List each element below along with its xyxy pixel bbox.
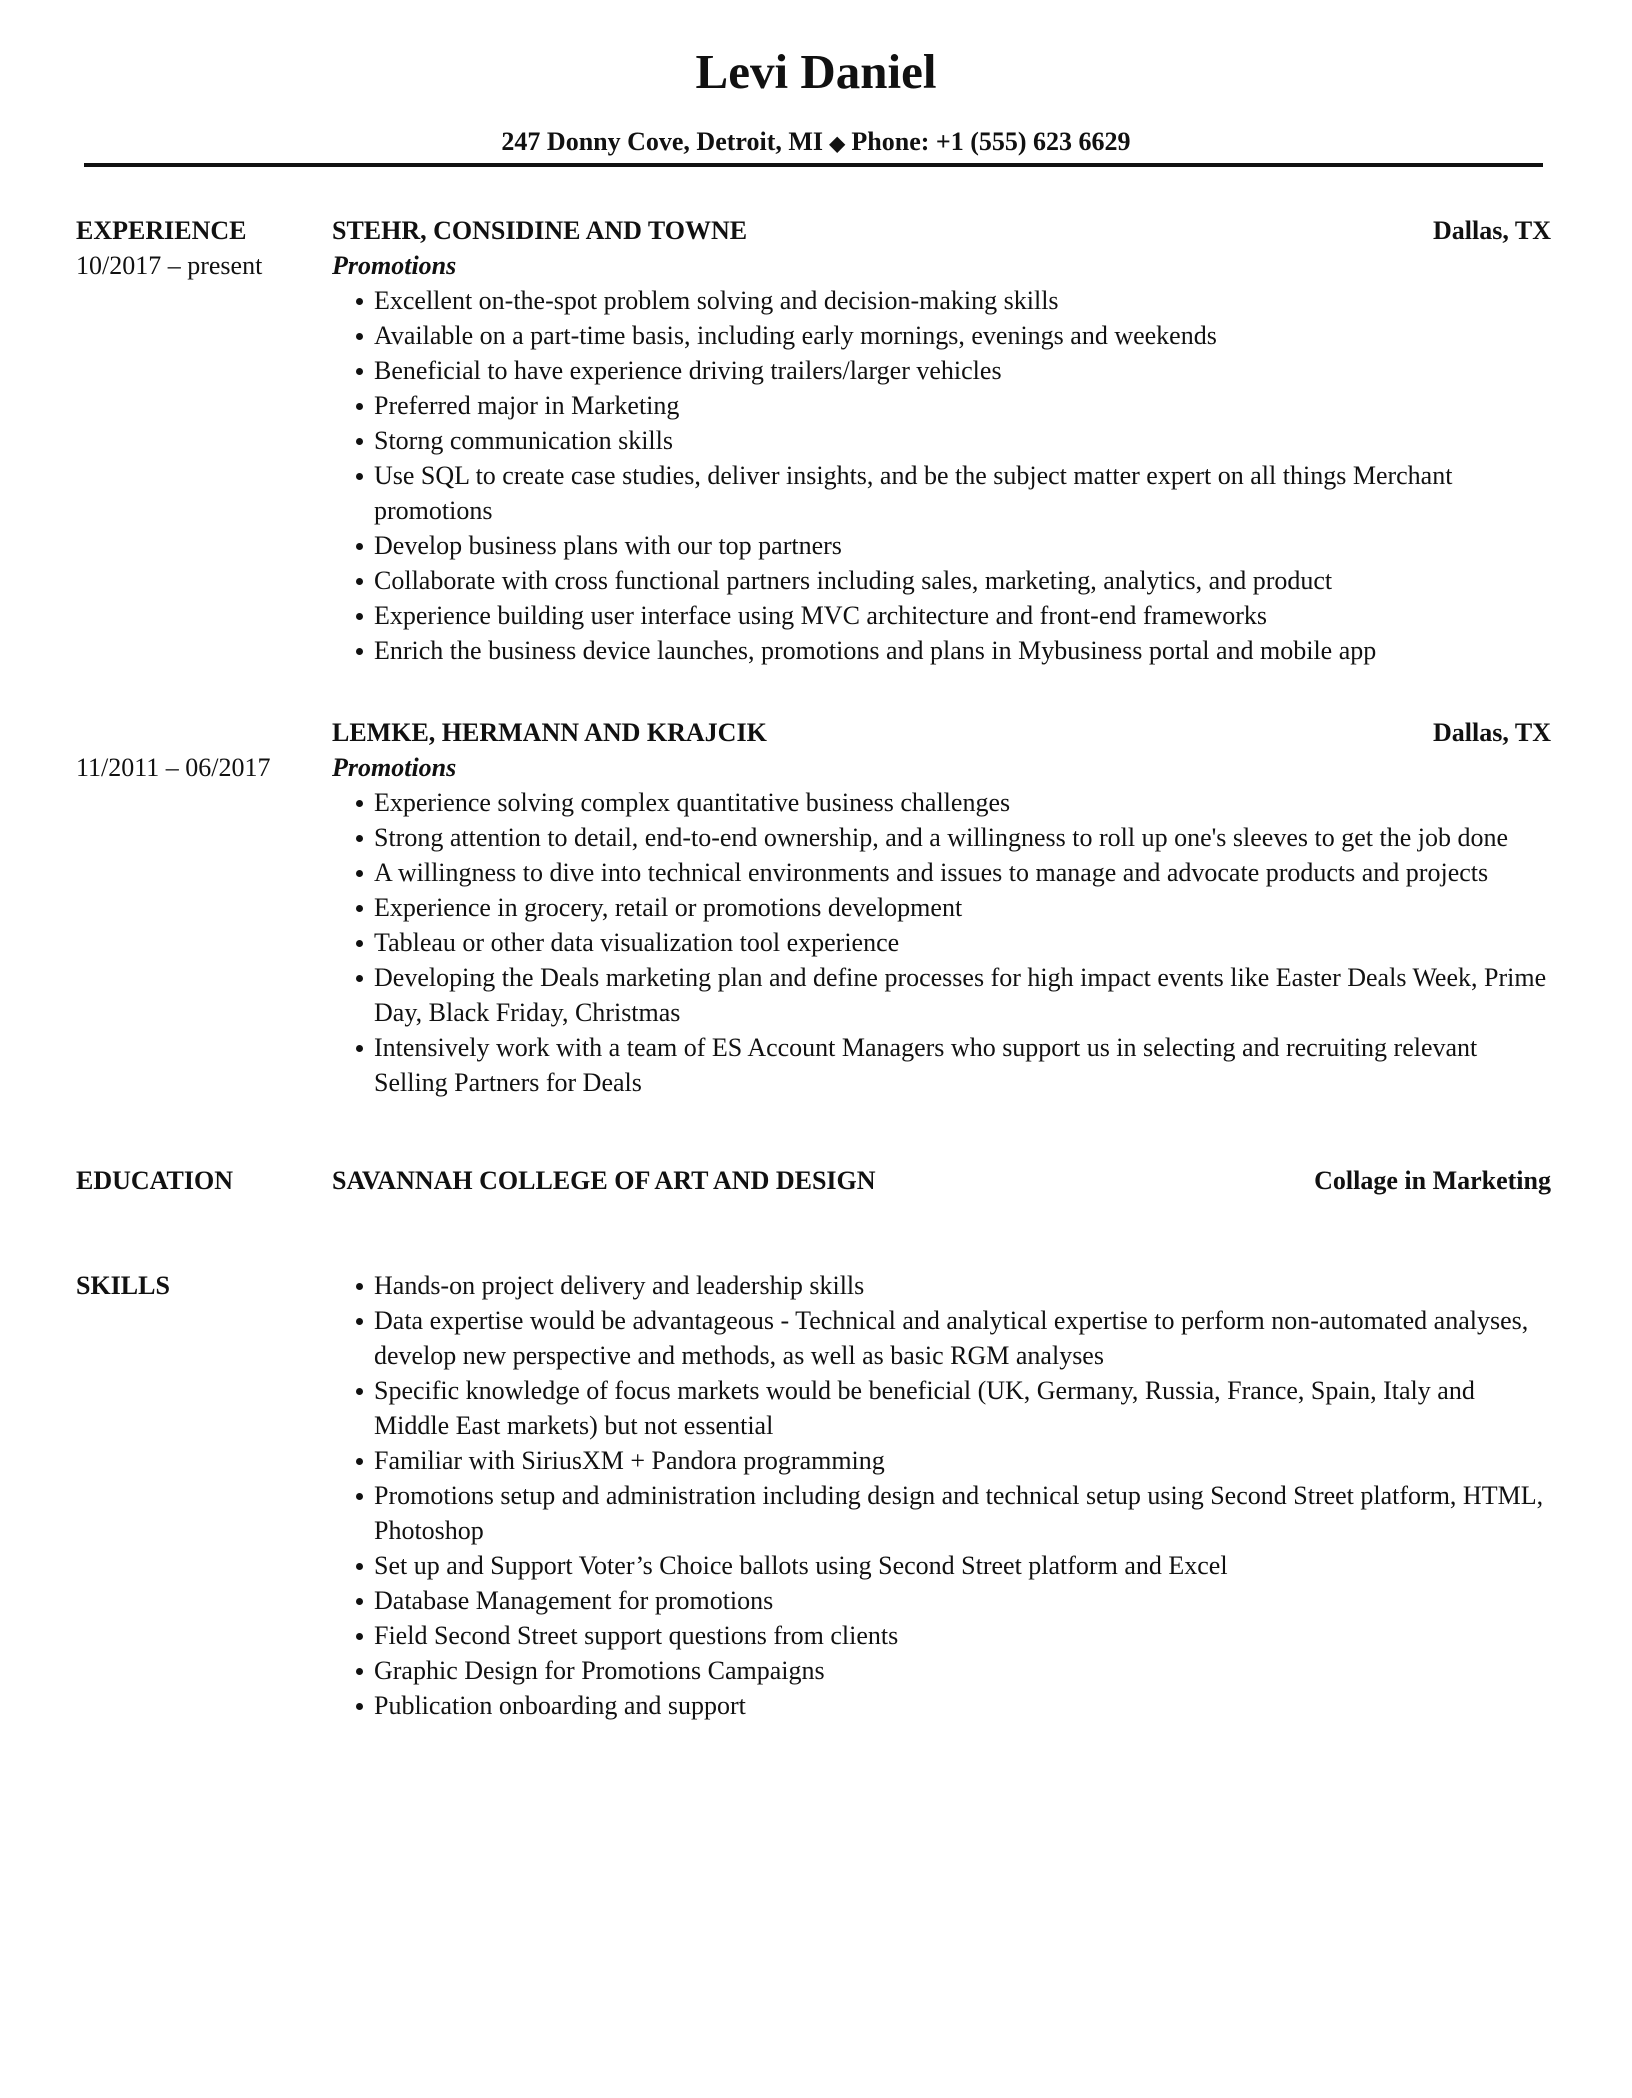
degree: Collage in Marketing bbox=[1314, 1166, 1551, 1195]
list-item: Storng communication skills bbox=[374, 423, 1551, 458]
list-item: Intensively work with a team of ES Account Managers who support us in selecting and recruiting relevant Selling Partners for Deals bbox=[374, 1030, 1551, 1100]
company-name: STEHR, CONSIDINE AND TOWNE bbox=[332, 216, 748, 245]
list-item: Field Second Street support questions from clients bbox=[374, 1618, 1551, 1653]
section-label-experience: EXPERIENCE bbox=[76, 216, 247, 245]
education-section bbox=[76, 1163, 1551, 1198]
job-bullets bbox=[332, 785, 1551, 1100]
list-item: Experience solving complex quantitative business challenges bbox=[374, 785, 1551, 820]
list-item: Collaborate with cross functional partners including sales, marketing, analytics, and product bbox=[374, 563, 1551, 598]
list-item: Set up and Support Voter’s Choice ballots using Second Street platform and Excel bbox=[374, 1548, 1551, 1583]
job-title: Promotions bbox=[332, 251, 457, 280]
job-dates: 10/2017 – present bbox=[76, 251, 263, 280]
list-item: Excellent on-the-spot problem solving and decision-making skills bbox=[374, 283, 1551, 318]
candidate-name: Levi Daniel bbox=[695, 44, 937, 99]
list-item: Available on a part-time basis, including early mornings, evenings and weekends bbox=[374, 318, 1551, 353]
phone: Phone: +1 (555) 623 6629 bbox=[851, 127, 1131, 156]
list-item: Enrich the business device launches, promotions and plans in Mybusiness portal and mobile app bbox=[374, 633, 1551, 668]
school-name: SAVANNAH COLLEGE OF ART AND DESIGN bbox=[332, 1166, 876, 1195]
header-divider bbox=[84, 163, 1543, 167]
list-item: Hands-on project delivery and leadership skills bbox=[374, 1268, 1551, 1303]
job-location: Dallas, TX bbox=[1433, 718, 1551, 747]
list-item: Familiar with SiriusXM + Pandora programming bbox=[374, 1443, 1551, 1478]
list-item: Publication onboarding and support bbox=[374, 1688, 1551, 1723]
list-item: Specific knowledge of focus markets would be beneficial (UK, Germany, Russia, France, Spain, Italy and Middle East markets) but not essential bbox=[374, 1373, 1551, 1443]
list-item: Strong attention to detail, end-to-end ownership, and a willingness to roll up one's sleeves to get the job done bbox=[374, 820, 1551, 855]
experience-job-1 bbox=[76, 213, 1551, 668]
list-item: Data expertise would be advantageous - Technical and analytical expertise to perform non-automated analyses, develop new perspective and methods, as well as basic RGM analyses bbox=[374, 1303, 1551, 1373]
section-label-education: EDUCATION bbox=[76, 1166, 233, 1195]
skills-section bbox=[76, 1268, 1551, 1723]
experience-job-2 bbox=[76, 715, 1551, 1100]
resume-body bbox=[76, 213, 1551, 1723]
list-item: Graphic Design for Promotions Campaigns bbox=[374, 1653, 1551, 1688]
job-location: Dallas, TX bbox=[1433, 216, 1551, 245]
list-item: A willingness to dive into technical environments and issues to manage and advocate products and projects bbox=[374, 855, 1551, 890]
job-dates: 11/2011 – 06/2017 bbox=[76, 753, 271, 782]
section-label-skills: SKILLS bbox=[76, 1271, 170, 1300]
address: 247 Donny Cove, Detroit, MI bbox=[501, 127, 824, 156]
job-bullets bbox=[332, 283, 1551, 668]
job-title: Promotions bbox=[332, 753, 457, 782]
list-item: Developing the Deals marketing plan and define processes for high impact events like Easter Deals Week, Prime Day, Black Friday, Christmas bbox=[374, 960, 1551, 1030]
list-item: Preferred major in Marketing bbox=[374, 388, 1551, 423]
list-item: Database Management for promotions bbox=[374, 1583, 1551, 1618]
list-item: Develop business plans with our top partners bbox=[374, 528, 1551, 563]
list-item: Promotions setup and administration including design and technical setup using Second Street platform, HTML, Photoshop bbox=[374, 1478, 1551, 1548]
contact-line bbox=[0, 124, 1632, 162]
list-item: Experience building user interface using MVC architecture and front-end frameworks bbox=[374, 598, 1551, 633]
diamond-separator-icon: ◆ bbox=[829, 133, 845, 155]
company-name: LEMKE, HERMANN AND KRAJCIK bbox=[332, 718, 767, 747]
list-item: Experience in grocery, retail or promotions development bbox=[374, 890, 1551, 925]
list-item: Beneficial to have experience driving trailers/larger vehicles bbox=[374, 353, 1551, 388]
skills-list bbox=[332, 1268, 1551, 1723]
list-item: Tableau or other data visualization tool experience bbox=[374, 925, 1551, 960]
list-item: Use SQL to create case studies, deliver insights, and be the subject matter expert on all things Merchant promotions bbox=[374, 458, 1551, 528]
